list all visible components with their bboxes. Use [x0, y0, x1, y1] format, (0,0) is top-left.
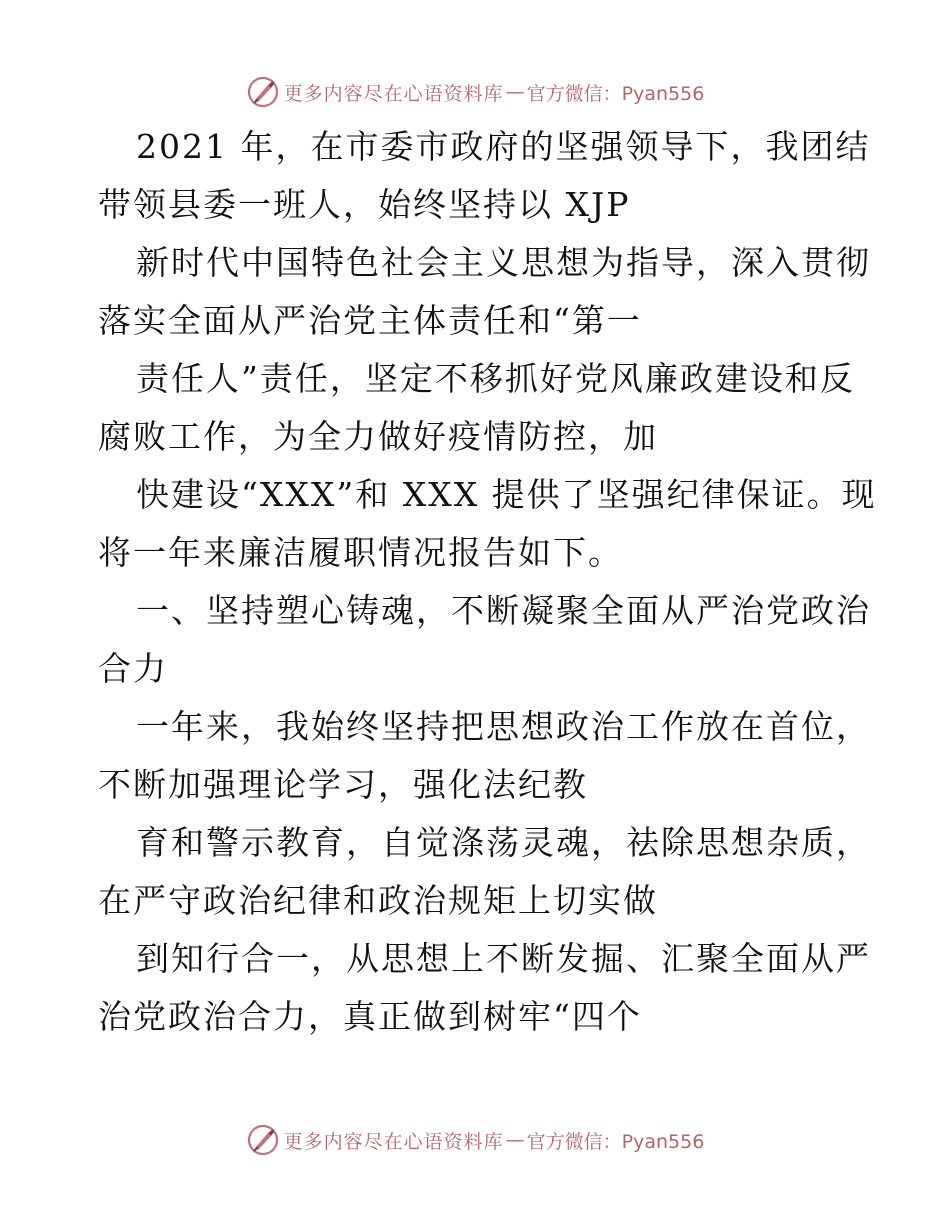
quill-logo-icon [246, 75, 280, 109]
body-line: 一年来，我始终坚持把思想政治工作放在首位， [136, 707, 871, 746]
section-heading-line: 合力 [98, 649, 168, 688]
body-line: 不断加强理论学习，强化法纪教 [98, 765, 588, 804]
body-line: 2021 年，在市委市政府的坚强领导下，我团结 [136, 127, 871, 166]
section-heading-line: 一、坚持塑心铸魂，不断凝聚全面从严治党政治 [136, 591, 871, 630]
body-line: 责任人”责任，坚定不移抓好党风廉政建设和反 [136, 359, 855, 398]
quill-logo-icon [246, 1123, 280, 1157]
body-line: 到知行合一，从思想上不断发掘、汇聚全面从严 [136, 939, 871, 978]
body-line: 带领县委一班人，始终坚持以 XJP [98, 185, 631, 224]
body-line: 腐败工作，为全力做好疫情防控，加 [98, 417, 658, 456]
body-line: 育和警示教育，自觉涤荡灵魂，祛除思想杂质， [136, 823, 871, 862]
banner-wechat-text: 官方微信：Pyan556 [526, 1130, 705, 1153]
body-line: 落实全面从严治党主体责任和“第一 [98, 301, 642, 340]
body-line: 在严守政治纪律和政治规矩上切实做 [98, 881, 658, 920]
header-watermark-banner [0, 72, 950, 112]
banner-site-text: 更多内容尽在心语资料库 [283, 1130, 504, 1153]
body-line: 新时代中国特色社会主义思想为指导，深入贯彻 [136, 243, 871, 282]
body-line: 快建设“XXX”和 XXX 提供了坚强纪律保证。现 [136, 475, 877, 514]
body-line: 治党政治合力，真正做到树牢“四个 [98, 997, 642, 1036]
banner-dash: — [505, 1129, 525, 1151]
body-line: 将一年来廉洁履职情况报告如下。 [98, 533, 623, 572]
banner-dash: — [505, 81, 525, 103]
banner-wechat-text: 官方微信：Pyan556 [526, 82, 705, 105]
banner-site-text: 更多内容尽在心语资料库 [283, 82, 504, 105]
footer-watermark-banner [0, 1120, 950, 1160]
